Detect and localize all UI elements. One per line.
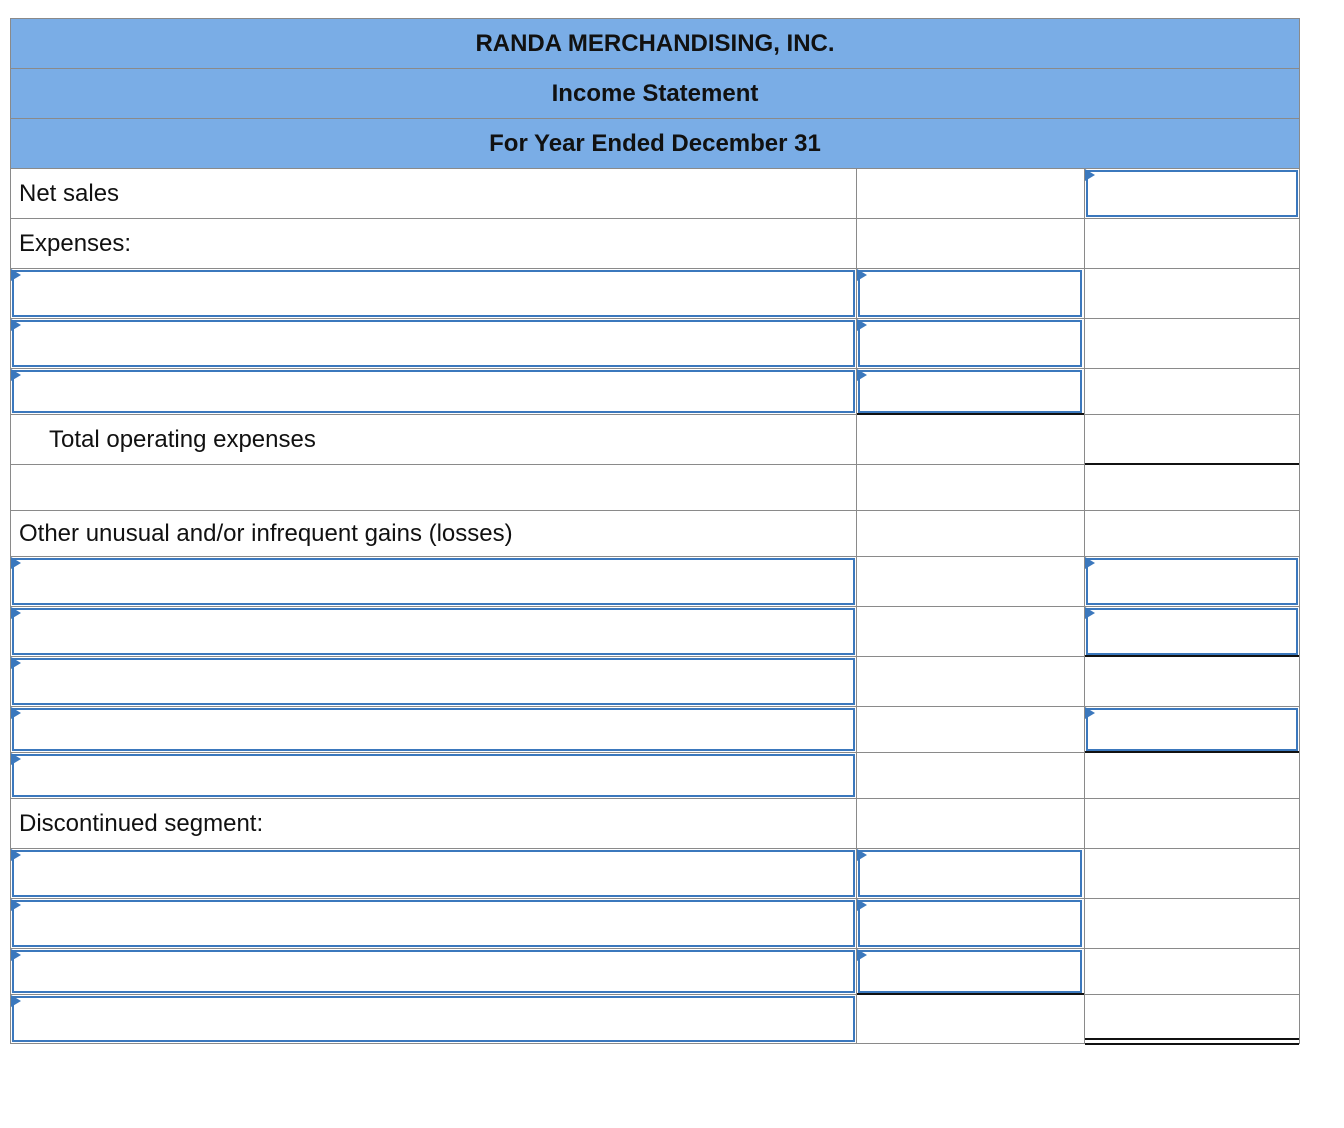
expenses-label: Expenses: [19,229,132,257]
other-2-amount-input[interactable] [1086,608,1298,655]
row-total-operating-expenses [11,415,1299,465]
other-4-label-select[interactable] [12,708,855,751]
triangle-right-icon [1085,607,1095,619]
triangle-right-icon [857,849,867,861]
other-1-label-select[interactable] [12,558,855,605]
final-total-amount [1085,995,1299,1043]
company-name: RANDA MERCHANDISING, INC. [11,19,1299,69]
total-operating-expenses-amount [1085,415,1299,464]
row-blank [11,465,1299,511]
row-expense-3 [11,369,1299,415]
triangle-right-icon [1085,707,1095,719]
triangle-right-icon [857,899,867,911]
row-discontinued-3 [11,949,1299,995]
row-discontinued-2 [11,899,1299,949]
income-statement-table [10,18,1300,1044]
triangle-right-icon [11,753,21,765]
triangle-right-icon [11,849,21,861]
total-operating-expenses-label: Total operating expenses [49,425,316,453]
expense-3-amount-input[interactable] [858,370,1082,413]
row-expenses-heading [11,219,1299,269]
row-discontinued-heading [11,799,1299,849]
discontinued-3-amount-input[interactable] [858,950,1082,993]
discontinued-2-label-select[interactable] [12,900,855,947]
triangle-right-icon [11,949,21,961]
row-other-1 [11,557,1299,607]
discontinued-2-amount-input[interactable] [858,900,1082,947]
net-sales-label: Net sales [19,179,120,207]
row-other-2 [11,607,1299,657]
other-5-label-select[interactable] [12,754,855,797]
triangle-right-icon [11,369,21,381]
triangle-right-icon [857,949,867,961]
triangle-right-icon [11,657,21,669]
discontinued-segment-label: Discontinued segment: [19,809,264,837]
row-net-sales [11,169,1299,219]
final-line-label-select[interactable] [12,996,855,1042]
other-2-label-select[interactable] [12,608,855,655]
net-sales-amount-input[interactable] [1086,170,1298,217]
triangle-right-icon [857,269,867,281]
expense-1-amount-input[interactable] [858,270,1082,317]
triangle-right-icon [857,369,867,381]
row-other-5 [11,753,1299,799]
discontinued-1-amount-input[interactable] [858,850,1082,897]
triangle-right-icon [11,557,21,569]
triangle-right-icon [11,995,21,1007]
row-expense-2 [11,319,1299,369]
row-other-3 [11,657,1299,707]
triangle-right-icon [1085,169,1095,181]
statement-period: For Year Ended December 31 [11,119,1299,169]
discontinued-1-label-select[interactable] [12,850,855,897]
expense-2-amount-input[interactable] [858,320,1082,367]
expense-2-label-select[interactable] [12,320,855,367]
row-expense-1 [11,269,1299,319]
other-unusual-label: Other unusual and/or infrequent gains (losses) [19,519,513,547]
row-net-income [11,995,1299,1043]
discontinued-3-label-select[interactable] [12,950,855,993]
expense-3-label-select[interactable] [12,370,855,413]
triangle-right-icon [1085,557,1095,569]
triangle-right-icon [11,899,21,911]
other-4-amount-input[interactable] [1086,708,1298,751]
triangle-right-icon [11,607,21,619]
row-discontinued-1 [11,849,1299,899]
triangle-right-icon [11,707,21,719]
triangle-right-icon [11,269,21,281]
statement-title: Income Statement [11,69,1299,119]
expense-1-label-select[interactable] [12,270,855,317]
row-other-4 [11,707,1299,753]
triangle-right-icon [857,319,867,331]
other-1-amount-input[interactable] [1086,558,1298,605]
triangle-right-icon [11,319,21,331]
other-3-label-select[interactable] [12,658,855,705]
row-other-unusual-heading [11,511,1299,557]
